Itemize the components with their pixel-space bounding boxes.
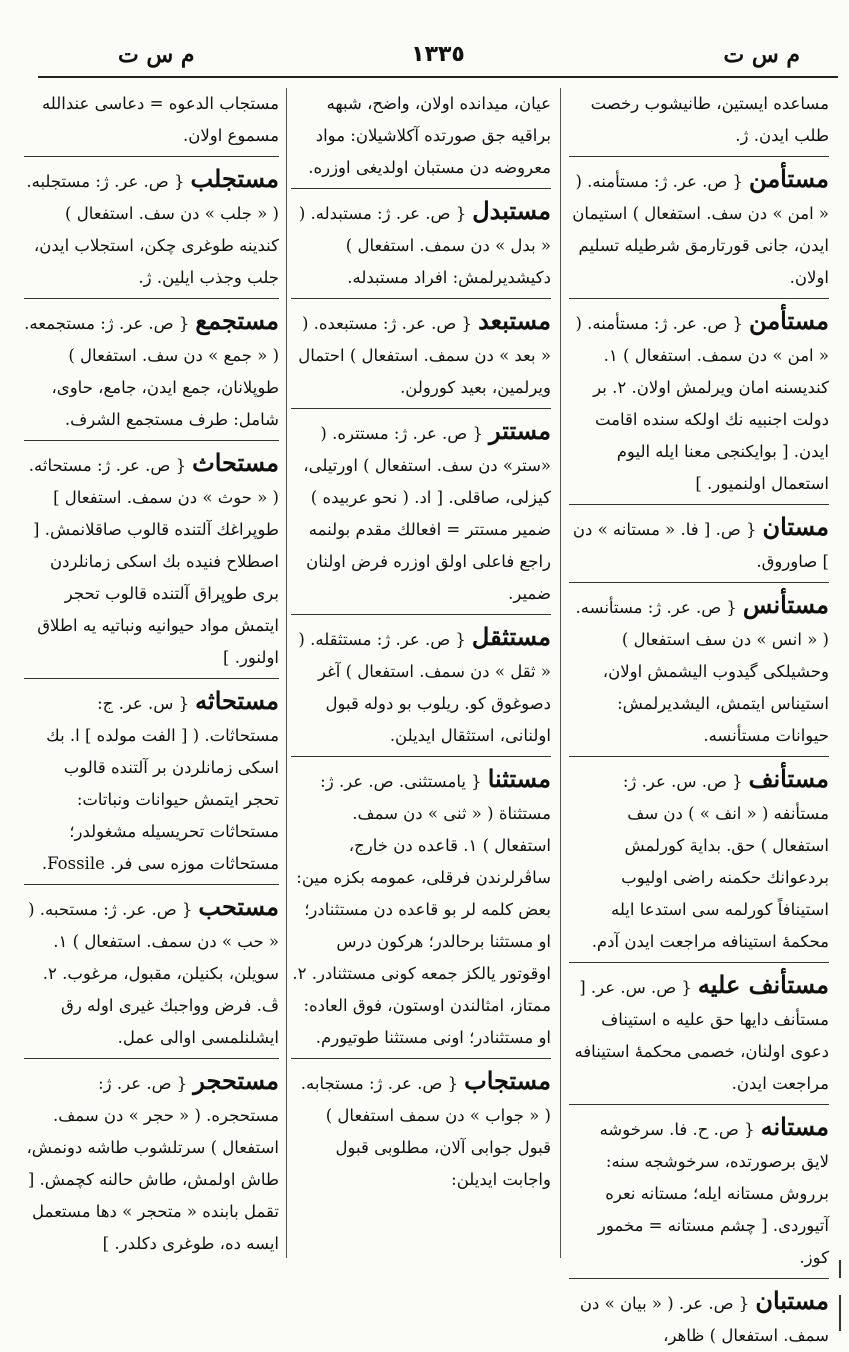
dictionary-entry: [569, 1111, 829, 1274]
entry-text: { یامستثنی. ص. عر. ژ: مستثناة ( « ثنی » دن سمف. استفعال ) ١. قاعده دن خارج، ساڤرلرندن فرقلی، عمومه بکزه مین: بعض کلمه لر بو قاعده دن مستثنادر؛ او مستثنا برحالدر؛ هرکون درس اوقوتور یالکز جمعه کونی مستثنادر. ٢. ممتاز، امثالندن اوستون، فوق العاده: او مستثنادر؛ اونی مستثنا طوتیورم.: [292, 772, 551, 1047]
dictionary-entry: [24, 891, 279, 1054]
headword: مستانه: [760, 1112, 829, 1141]
entry-text: { ص. عر. ژ: مستجلبه. ( « جلب » دن سف. استفعال ) کندینه طوغری چکن، استجلاب ایدن، جلب وجذب ایلین. ژ.: [26, 172, 279, 287]
headword: مستحاثه: [195, 686, 279, 715]
dictionary-entry: [291, 763, 551, 1054]
entry-text: { ص. عر. ژ: مستحجره. ( « حجر » دن سمف. استفعال ) سرتلشوب طاشه دونمش، طاش اولمش، طاش حالنه کچمش. [ تقمل بابنده « متحجر » دها مستعمل ایسه ده، طوغری دکلدر. ]: [26, 1074, 279, 1253]
entry-divider: [569, 756, 829, 757]
entry-divider: [291, 298, 551, 299]
dictionary-entry: [569, 305, 829, 500]
headword: مستجمع: [195, 306, 279, 335]
headword: مستثنا: [487, 764, 551, 793]
headword: مستأمن: [749, 306, 829, 335]
headword: مستبان: [755, 1286, 829, 1315]
dictionary-entry: [569, 511, 829, 578]
headword: مستجاب: [464, 1066, 551, 1095]
headword: مستحجر: [193, 1066, 279, 1095]
column-divider: [560, 88, 561, 1258]
entry-divider: [291, 614, 551, 615]
dictionary-entry: [569, 969, 829, 1100]
dictionary-entry: [569, 763, 829, 958]
dictionary-column-left: [24, 88, 279, 1258]
entry-divider: [569, 156, 829, 157]
dictionary-entry: [24, 88, 279, 152]
entry-text: { س. عر. ج: مستحاثات. ( [ الفت مولده ] ا. بك اسکی زمانلردن بر آلتنده قالوب تحجر ایتمش حیوانات ونباتات: مستحاثات تحریسیله مشغولدر؛ مستحاثات موزه سی فر. Fossile.: [41, 694, 279, 873]
dictionary-entry: [569, 1285, 829, 1352]
entry-divider: [24, 440, 279, 441]
entry-divider: [24, 678, 279, 679]
headword: مستثقل: [471, 622, 551, 651]
entry-divider: [291, 756, 551, 757]
dictionary-column-right: [569, 88, 829, 1345]
entry-divider: [569, 298, 829, 299]
dictionary-entry: [24, 1065, 279, 1260]
entry-text: { ص. س. عر. ژ: مستأنفه ( « انف » ) دن سف استفعال ) حق. بدایة کورلمش بردعوانك حکمنه راضی اولیوب استینافاً کورلمه سی استدعا ایله محکمهٔ استینافه مراجعت ایدن آدم.: [591, 772, 829, 951]
dictionary-entry: [24, 305, 279, 436]
entry-text: { ص. عر. ژ: مستأمنه. ( « امن » دن سف. استفعال ) استیمان ایدن، جانی قورتارمق شرطیله تسلیم اولان.: [572, 172, 829, 287]
entry-divider: [569, 962, 829, 963]
entry-text: { ص. عر. ( « بیان » دن سمف. استفعال ) ظاهر،: [579, 1294, 829, 1345]
headword: مستجلب: [190, 164, 279, 193]
dictionary-entry: [569, 589, 829, 752]
headword: مستأنف: [748, 764, 829, 793]
headword: مستبدل: [472, 196, 551, 225]
entry-divider: [291, 1058, 551, 1059]
dictionary-entry: [291, 415, 551, 610]
entry-text: { ص. س. عر. [ مستأنف دایها حق علیه ه استیناف دعوی اولنان، خصمی محکمهٔ استینافه مراجعت ایدن.: [574, 978, 829, 1093]
page-number: ١٣٣٥: [411, 42, 465, 67]
entry-divider: [24, 1058, 279, 1059]
dictionary-entry: [569, 88, 829, 152]
entry-text: { ص. عر. ژ: مستجمعه. ( « جمع » دن سف. استفعال ) طوپلانان، جمع ایدن، جامع، حاوی، شامل: طرف مستجمع الشرف.: [24, 314, 279, 429]
entry-divider: [24, 884, 279, 885]
dictionary-entry: [291, 88, 551, 184]
entry-divider: [569, 1278, 829, 1279]
entry-divider: [569, 582, 829, 583]
dictionary-entry: [291, 1065, 551, 1196]
margin-mark: [839, 1260, 841, 1278]
entry-text: { ص. عر. ژ: مستتره. ( «ستر» دن سف. استفعال ) اورتیلی، کیزلی، صاقلی. [ اد. ( نحو عربیده ) ضمیر مستتر = افعالك مقدم بولنمه راجع فاعلی اولق اوزره فرض اولنان ضمیر.: [303, 424, 551, 603]
entry-text: مستجاب الدعوه = دعاسی عندالله مسموع اولان.: [41, 94, 279, 145]
margin-mark: [839, 1295, 841, 1331]
dictionary-column-middle: [291, 88, 551, 1258]
entry-divider: [24, 298, 279, 299]
entry-text: { ص. عر. ژ: مستثقله. ( « ثقل » دن سمف. استفعال ) آغر دصوغوق کو. ریلوب بو دوله قبول اولنانی، استثقال ایدیلن.: [298, 630, 551, 745]
entry-divider: [569, 504, 829, 505]
entry-text: { ص. عر. ژ: مستأمنه. ( « امن » دن سمف. استفعال ) ١. کندیسنه امان ویرلمش اولان. ٢. بر دولت اجنبیه نك اولکه سنده اقامت ایدن. [ بوایکنجی معنا ایله الیوم استعمال اولنمیور. ]: [575, 314, 829, 493]
dictionary-entry: [569, 163, 829, 294]
dictionary-entry: [291, 621, 551, 752]
entry-divider: [24, 156, 279, 157]
entry-text: مساعده ایستین، طانیشوب رخصت طلب ایدن. ژ.: [590, 94, 829, 145]
entry-text: { ص. عر. ژ: مستبعده. ( « بعد » دن سمف. استفعال ) احتمال ویرلمین، بعید کورولن.: [298, 314, 551, 397]
headword: مستحب: [198, 892, 279, 921]
entry-text: { ص. عر. ژ: مستجابه. ( « جواب » دن سمف استفعال ) قبول جوابی آلان، مطلوبی قبول واجابت ایدیلن:: [300, 1074, 551, 1189]
headword: مستبعد: [478, 306, 551, 335]
dictionary-entry: [291, 305, 551, 404]
column-divider: [286, 88, 287, 1258]
headword: مستتر: [489, 416, 551, 445]
header-right-letters: م س ت: [723, 42, 800, 68]
page-header: [38, 40, 838, 78]
dictionary-entry: [24, 163, 279, 294]
dictionary-entry: [24, 685, 279, 880]
dictionary-entry: [24, 447, 279, 674]
entry-text: { ص. [ فا. « مستانه » دن ] صاوروق.: [572, 520, 829, 571]
entry-text: { ص. عر. ژ: مستحاثه. ( « حوث » دن سمف. استفعال ] طوپراغك آلتنده قالوب صاقلانمش. [ اصطلاح فنیده بك اسکی زمانلردن بری طوپراق آلتنده قالوب تحجر ایتمش مواد حیوانیه ونباتیه یه اطلاق اولنور. ]: [28, 456, 279, 667]
entry-text: { ص. ح. فا. سرخوشه لایق برصورتده، سرخوشجه سنه: برروش مستانه ایله؛ مستانه نعره آتیوردی. [ چشم مستانه = مخمور کوز.: [597, 1120, 829, 1267]
header-left-letters: م س ت: [118, 42, 195, 68]
entry-text: { ص. عر. ژ: مستحبه. ( « حب » دن سمف. استفعال ) ١. سویلن، بکنیلن، مقبول، مرغوب. ٢. ڤ. فرض وواجبك غیری اوله رق ایشلنلمسی اوالی عمل.: [28, 900, 279, 1047]
entry-divider: [291, 408, 551, 409]
dictionary-entry: [291, 195, 551, 294]
entry-text: { ص. عر. ژ: مستأنسه. ( « انس » دن سف استفعال ) وحشیلکی گیدوب الیشمش اولان، استیناس ایتمش، الیشدیرلمش: حیوانات مستأنسه.: [575, 598, 829, 745]
headword: مستان: [762, 512, 829, 541]
headword: مستأمن: [749, 164, 829, 193]
headword: مستأنف علیه: [697, 970, 829, 999]
entry-text: عیان، میدانده اولان، واضح، شبهه براقیه جق صورتده آکلاشیلان: مواد معروضه دن مستبان اولدیغی اوزره.: [308, 94, 551, 177]
entry-text: { ص. عر. ژ: مستبدله. ( « بدل » دن سمف. استفعال ) دکیشدیرلمش: افراد مستبدله.: [298, 204, 551, 287]
headword: مستحاث: [192, 448, 279, 477]
entry-divider: [569, 1104, 829, 1105]
headword: مستأنس: [742, 590, 829, 619]
entry-divider: [291, 188, 551, 189]
